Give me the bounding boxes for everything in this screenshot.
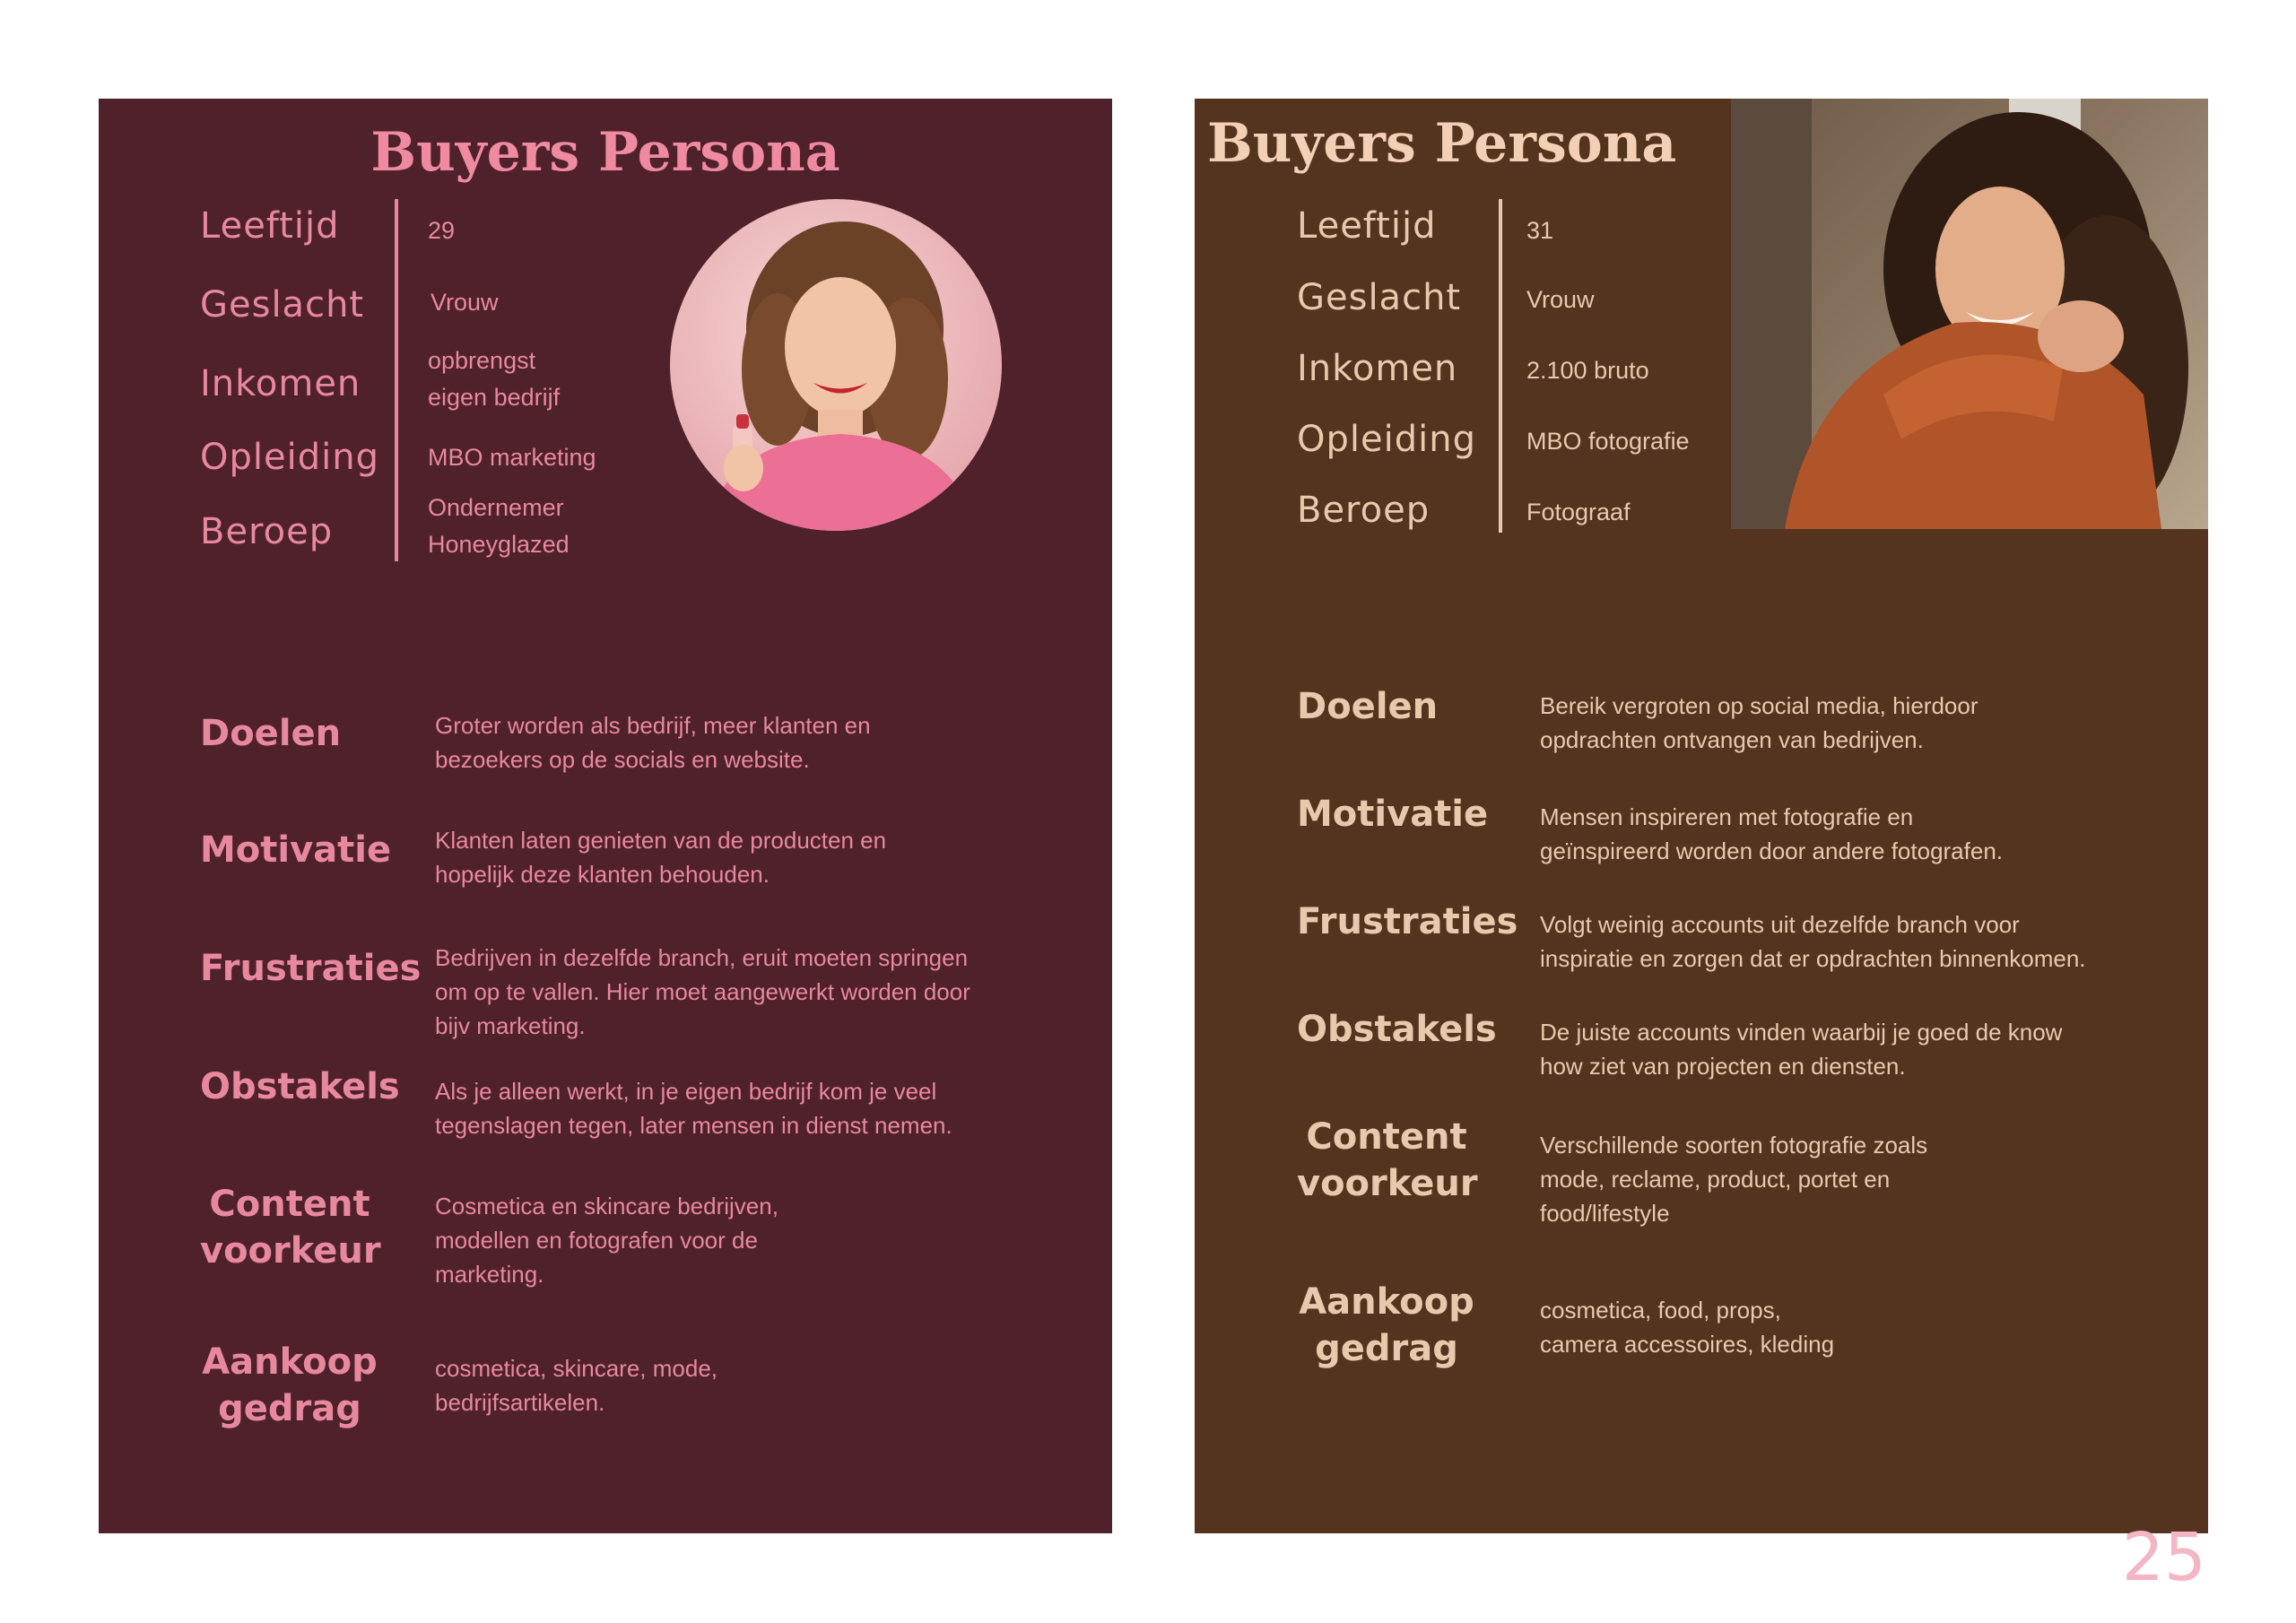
section-text-motivation: Mensen inspireren met fotografie en geïnspireerd worden door andere fotografen. (1540, 803, 2004, 864)
section-text-purchase-behaviour: cosmetica, food, props, camera accessoires, kleding (1540, 1297, 1835, 1358)
section-label-goals: Doelen (1297, 686, 1439, 727)
profile-value-income: 2.100 bruto (1526, 357, 1649, 384)
profile-value-age: 29 (428, 217, 456, 244)
section-label-purchase-behaviour: Aankoop gedrag (1299, 1281, 1474, 1369)
section-label-content-preference: Content voorkeur (200, 1184, 381, 1271)
section-text-obstacles: De juiste accounts vinden waarbij je goed de know how ziet van projecten en diensten. (1540, 1019, 2063, 1080)
section-label-motivation: Motivatie (1297, 794, 1489, 835)
section-text-frustrations: Volgt weinig accounts uit dezelfde branch voor inspiratie en zorgen dat er opdrachten binnenkomen. (1540, 911, 2086, 972)
section-label-motivation: Motivatie (200, 829, 392, 871)
section-label-frustrations: Frustraties (1297, 901, 1518, 942)
section-label-obstacles: Obstakels (200, 1066, 400, 1107)
profile-value-gender: Vrouw (430, 289, 499, 316)
section-label-purchase-behaviour: Aankoop gedrag (202, 1341, 378, 1429)
section-text-goals: Groter worden als bedrijf, meer klanten en bezoekers op de socials en website. (435, 712, 871, 773)
profile-label-income: Inkomen (1297, 348, 1458, 389)
profile-divider (395, 199, 398, 561)
profile-value-gender: Vrouw (1526, 286, 1595, 313)
section-label-goals: Doelen (200, 713, 342, 754)
profile-value-education: MBO marketing (428, 444, 596, 471)
section-text-obstacles: Als je alleen werkt, in je eigen bedrijf kom je veel tegenslagen tegen, later mensen in dienst nemen. (435, 1078, 952, 1139)
section-label-obstacles: Obstakels (1297, 1009, 1497, 1050)
section-label-content-preference: Content voorkeur (1297, 1116, 1478, 1204)
section-text-content-preference: Verschillende soorten fotografie zoals mode, reclame, product, portet en food/lifestyle (1540, 1132, 1928, 1227)
persona-photo (670, 199, 1002, 531)
profile-label-education: Opleiding (200, 437, 379, 478)
persona-title: Buyers Persona (370, 121, 840, 184)
profile-label-profession: Beroep (200, 511, 334, 552)
profile-label-education: Opleiding (1297, 419, 1476, 460)
profile-label-age: Leeftijd (200, 205, 340, 247)
profile-label-income: Inkomen (200, 363, 361, 404)
section-text-motivation: Klanten laten genieten van de producten en hopelijk deze klanten behouden. (435, 827, 887, 888)
profile-value-age: 31 (1526, 217, 1554, 244)
profile-value-education: MBO fotografie (1526, 428, 1690, 455)
profile-value-profession: Ondernemer Honeyglazed (428, 494, 570, 558)
portrait-illustration (670, 199, 1002, 531)
persona-card-right (1195, 99, 2208, 1533)
profile-divider (1499, 199, 1502, 533)
profile-label-gender: Geslacht (200, 284, 365, 325)
section-label-frustrations: Frustraties (200, 948, 422, 989)
persona-photo (1731, 99, 2208, 529)
section-text-frustrations: Bedrijven in dezelfde branch, eruit moeten springen om op te vallen. Hier moet aangewerkt worden door bijv marketing. (435, 944, 970, 1039)
persona-card-left (99, 99, 1112, 1533)
section-text-goals: Bereik vergroten op social media, hierdoor opdrachten ontvangen van bedrijven. (1540, 692, 1979, 753)
profile-label-gender: Geslacht (1297, 277, 1462, 318)
persona-title: Buyers Persona (1207, 112, 1677, 175)
page-number: 25 (2121, 1519, 2206, 1596)
profile-label-age: Leeftijd (1297, 205, 1437, 247)
profile-value-profession: Fotograaf (1526, 499, 1631, 525)
profile-value-income: opbrengst eigen bedrijf (428, 347, 561, 411)
portrait-illustration (1731, 99, 2208, 529)
section-text-purchase-behaviour: cosmetica, skincare, mode, bedrijfsartikelen. (435, 1355, 718, 1416)
profile-label-profession: Beroep (1297, 490, 1431, 531)
section-text-content-preference: Cosmetica en skincare bedrijven, modellen en fotografen voor de marketing. (435, 1193, 778, 1288)
